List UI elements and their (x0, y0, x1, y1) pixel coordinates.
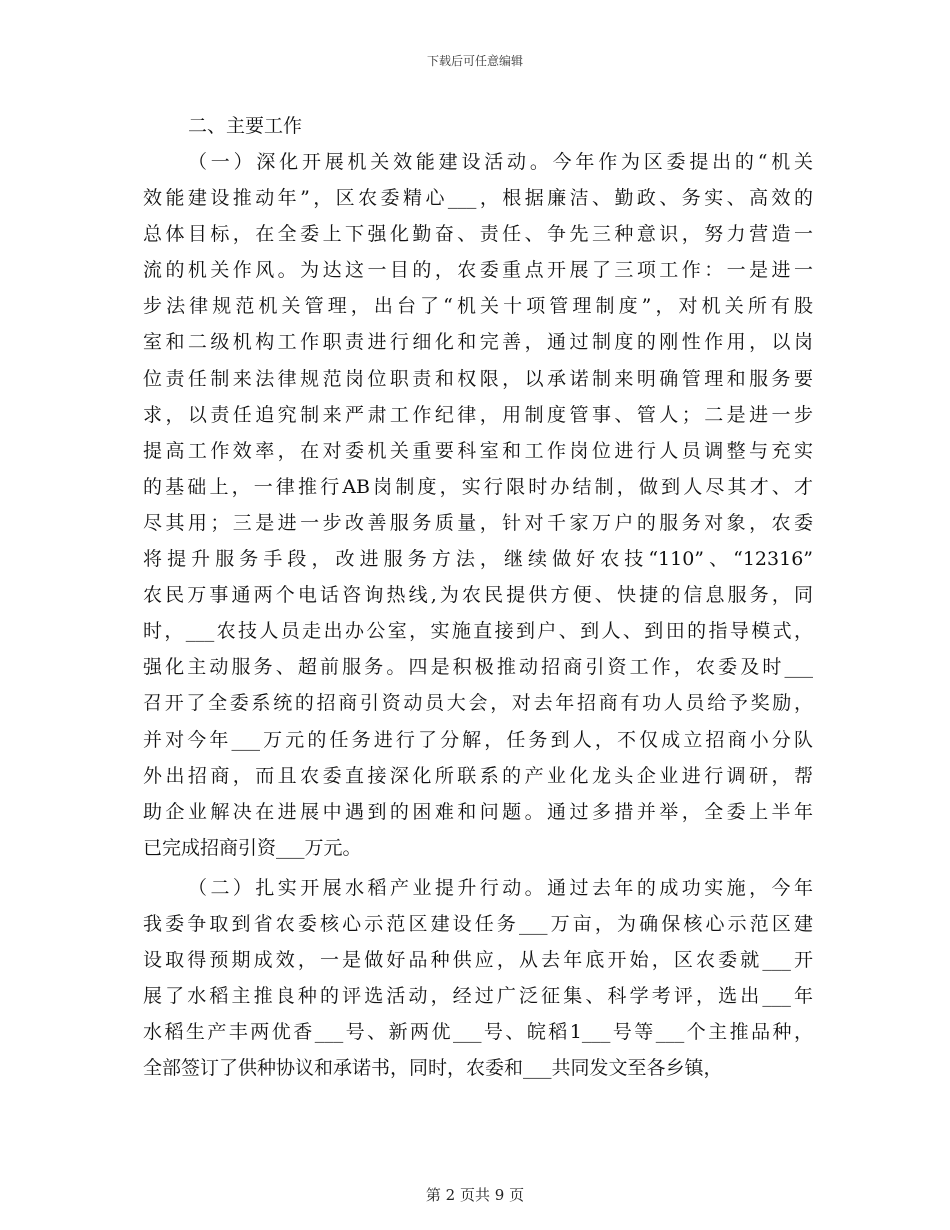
text-line: 农民万事通两个电话咨询热线,为农民提供方便、快捷的信息服务，同 (143, 584, 813, 607)
section-heading: 二、主要工作 (188, 115, 303, 137)
text-line: 召开了全委系统的招商引资动员大会，对去年招商有功人员给予奖励， (143, 692, 813, 715)
text-line: 尽其用；三是进一步改善服务质量，针对千家万户的服务对象，农委 (143, 511, 813, 534)
text-line: （二）扎实开展水稻产业提升行动。通过去年的成功实施，今年 (188, 876, 813, 899)
paragraphs (143, 144, 813, 1086)
text-line: 强化主动服务、超前服务。四是积极推动招商引资工作，农委及时___ (143, 656, 813, 679)
text-line: 我委争取到省农委核心示范区建设任务___万亩，为确保核心示范区建 (143, 912, 813, 935)
document-body (143, 108, 813, 1086)
text-line: 全部签订了供种协议和承诺书，同时，农委和___共同发文至各乡镇， (143, 1057, 723, 1080)
page-header: 下载后可任意编辑 (426, 54, 523, 68)
text-line: 已完成招商引资___万元。 (143, 836, 362, 859)
text-line: 并对今年___万元的任务进行了分解，任务到人，不仅成立招商小分队 (143, 728, 813, 751)
text-line: 外出招商，而且农委直接深化所联系的产业化龙头企业进行调研，帮 (143, 764, 813, 787)
text-line: 提高工作效率，在对委机关重要科室和工作岗位进行人员调整与充实 (143, 439, 813, 462)
text-line: 的基础上，一律推行AB岗制度，实行限时办结制，做到人尽其才、才 (143, 475, 813, 498)
text-line: 求，以责任追究制来严肃工作纪律，用制度管事、管人；二是进一步 (143, 403, 813, 426)
page-footer: 第 2 页共 9 页 (425, 1186, 525, 1204)
text-line: 位责任制来法律规范岗位职责和权限，以承诺制来明确管理和服务要 (143, 367, 813, 390)
text-line: 总体目标，在全委上下强化勤奋、责任、争先三种意识，努力营造一 (143, 223, 813, 246)
text-line: 设取得预期成效，一是做好品种供应，从去年底开始，区农委就___开 (143, 949, 813, 972)
text-line: （一）深化开展机关效能建设活动。今年作为区委提出的“机关 (188, 151, 813, 173)
text-line: 水稻生产丰两优香___号、新两优___号、皖稻1___号等___个主推品种， (143, 1021, 813, 1044)
paragraph (143, 870, 813, 1087)
text-line: 时，___农技人员走出办公室，实施直接到户、到人、到田的指导模式， (143, 620, 813, 643)
text-line: 展了水稻主推良种的评选活动，经过广泛征集、科学考评，选出___年 (143, 985, 813, 1008)
text-line: 步法律规范机关管理，出台了“机关十项管理制度”，对机关所有股 (143, 295, 813, 318)
text-line: 流的机关作风。为达这一目的，农委重点开展了三项工作：一是进一 (143, 259, 813, 282)
text-line: 室和二级机构工作职责进行细化和完善，通过制度的刚性作用，以岗 (143, 331, 813, 354)
paragraph (143, 144, 813, 866)
text-line: 将提升服务手段，改进服务方法，继续做好农技“110”、“12316” (143, 548, 813, 571)
text-line: 效能建设推动年”，区农委精心___，根据廉洁、勤政、务实、高效的 (143, 187, 813, 210)
text-line: 助企业解决在进展中遇到的困难和问题。通过多措并举，全委上半年 (143, 800, 813, 823)
